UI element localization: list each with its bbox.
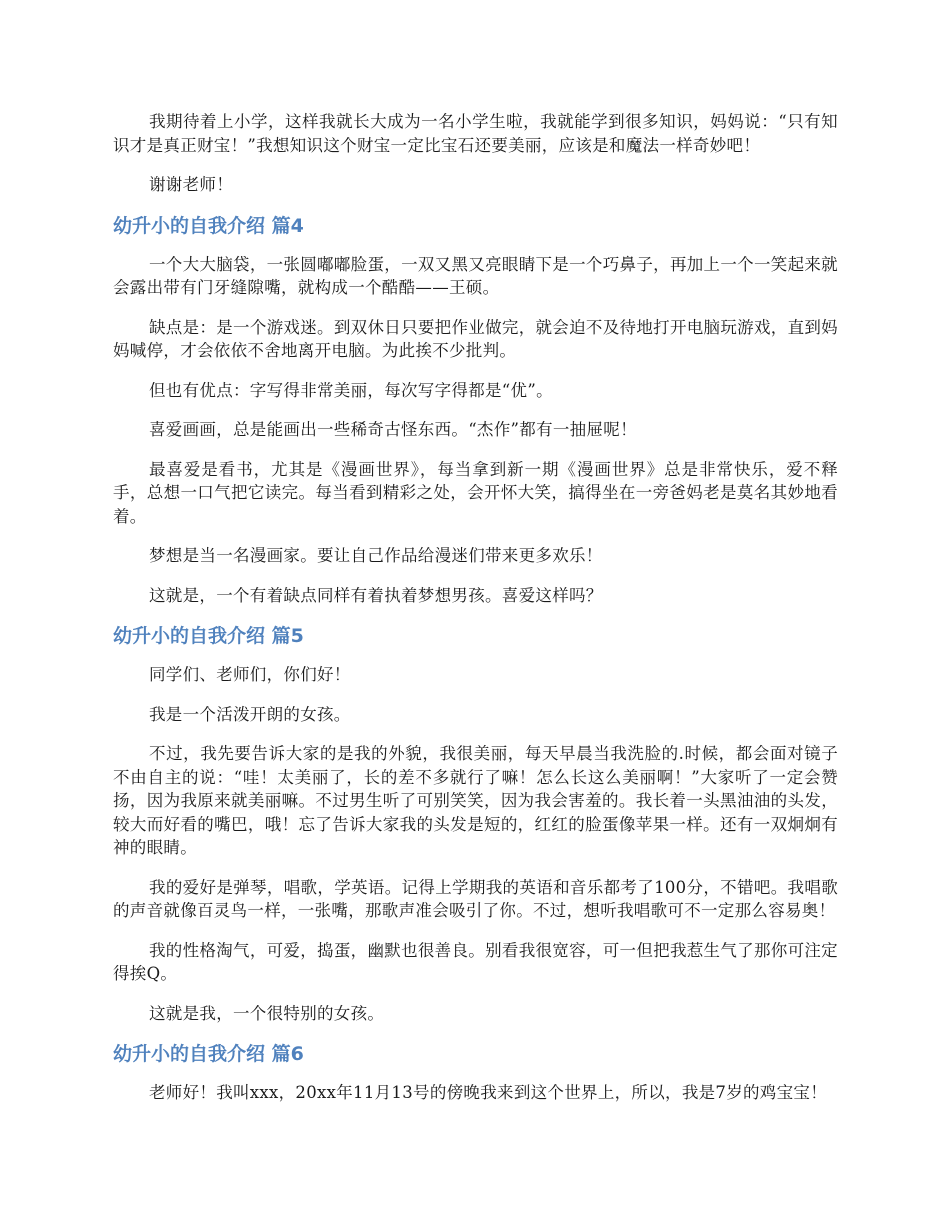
paragraph: 我的性格淘气，可爱，捣蛋，幽默也很善良。别看我很宽容，可一但把我惹生气了那你可注定得挨Q。 [113, 940, 838, 983]
section-heading: 幼升小的自我介绍 篇4 [113, 214, 304, 237]
paragraph: 缺点是：是一个游戏迷。到双休日只要把作业做完，就会迫不及待地打开电脑玩游戏，直到妈妈喊停，才会依依不舍地离开电脑。为此挨不少批判。 [113, 317, 838, 360]
paragraph: 老师好！我叫xxx，20xx年11月13号的傍晚我来到这个世界上，所以，我是7岁的鸡宝宝！ [149, 1083, 828, 1102]
intro-section [113, 110, 838, 197]
section-heading: 幼升小的自我介绍 篇6 [113, 1043, 304, 1065]
document-page [113, 110, 838, 1121]
paragraph: 但也有优点：字写得非常美丽，每次写字得都是“优”。 [149, 380, 553, 400]
paragraph: 我是一个活泼开朗的女孩。 [149, 704, 351, 724]
paragraph: 这就是，一个有着缺点同样有着执着梦想男孩。喜爱这样吗？ [149, 585, 603, 605]
section-6 [113, 1041, 838, 1105]
paragraph: 同学们、老师们，你们好！ [149, 665, 351, 684]
paragraph: 喜爱画画，总是能画出一些稀奇古怪东西。“杰作”都有一抽屉呢！ [149, 420, 637, 439]
paragraph: 一个大大脑袋，一张圆嘟嘟脸蛋，一双又黑又亮眼睛下是一个巧鼻子，再加上一个一笑起来就会露出带有门牙缝隙嘴，就构成一个酷酷——王硕。 [113, 254, 838, 297]
paragraph: 我期待着上小学，这样我就长大成为一名小学生啦，我就能学到很多知识，妈妈说：“只有知识才是真正财宝！”我想知识这个财宝一定比宝石还要美丽，应该是和魔法一样奇妙吧！ [113, 112, 838, 155]
section-5 [113, 623, 838, 1025]
section-4 [113, 213, 838, 608]
paragraph: 不过，我先要告诉大家的是我的外貌，我很美丽，每天早晨当我洗脸的.时候，都会面对镜子不由自主的说：“哇！太美丽了，长的差不多就行了嘛！怎么长这么美丽啊！”大家听了一定会赞扬，因为我原来就美丽嘛。不过男生听了可别笑笑，因为我会害羞的。我长着一头黑油油的头发，较大而好看的嘴巴，哦！忘了告诉大家我的头发是短的，红红的脸蛋像苹果一样。还有一双炯炯有神的眼睛。 [113, 744, 838, 857]
section-heading: 幼升小的自我介绍 篇5 [113, 625, 304, 647]
paragraph: 谢谢老师！ [149, 175, 233, 194]
paragraph: 梦想是当一名漫画家。要让自己作品给漫迷们带来更多欢乐！ [149, 546, 603, 565]
paragraph: 最喜爱是看书，尤其是《漫画世界》，每当拿到新一期《漫画世界》总是非常快乐，爱不释手，总想一口气把它读完。每当看到精彩之处，会开怀大笑，搞得坐在一旁爸妈老是莫名其妙地看着。 [113, 459, 838, 526]
paragraph: 我的爱好是弹琴，唱歌，学英语。记得上学期我的英语和音乐都考了100分，不错吧。我唱歌的声音就像百灵鸟一样，一张嘴，那歌声准会吸引了你。不过，想听我唱歌可不一定那么容易奥！ [113, 877, 838, 920]
paragraph: 这就是我，一个很特别的女孩。 [149, 1003, 385, 1023]
